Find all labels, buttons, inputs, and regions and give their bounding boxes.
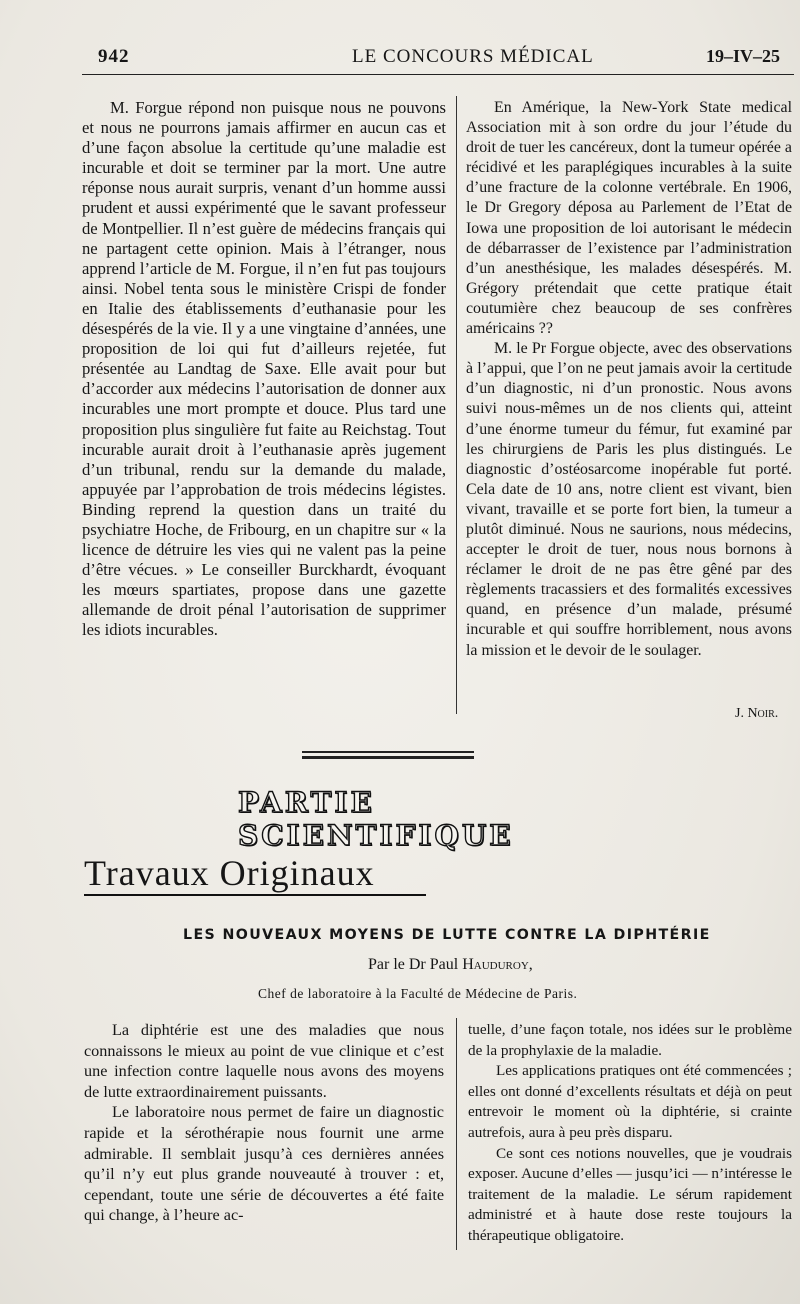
paragraph: tuelle, d’une façon totale, nos idées sur le problème de la prophylaxie de la maladie. [468,1021,792,1059]
author-affiliation: Chef de laboratoire à la Faculté de Médecine de Paris. [258,986,578,1001]
column-divider [456,96,457,714]
section-subtitle: Travaux Originaux [84,853,375,893]
page-number: 942 [98,46,130,67]
column-divider [456,1018,457,1250]
editorial-column-left [82,98,446,641]
header-rule [82,74,794,75]
issue-date: 19–IV–25 [706,46,781,66]
article-title: LES NOUVEAUX MOYENS DE LUTTE CONTRE LA DIPHTÉRIE [183,927,711,943]
author-name: Hauduroy, [462,956,533,973]
section-ornament-rule [302,751,474,759]
paragraph: Ce sont ces notions nouvelles, que je voudrais exposer. Aucune d’elles — jusqu’ici — n’intéresse le traitement de la maladie. Le sérum rapidement administré et à haute dose reste toujours la thérapeutique obligatoire. [468,1144,792,1244]
signature: J. Noir. [735,706,779,721]
journal-title: LE CONCOURS MÉDICAL [352,46,594,67]
paragraph: M. Forgue répond non puisque nous ne pouvons et nous ne pourrons jamais affirmer en aucun cas et d’une façon absolue la certitude qu’une maladie est incurable et doit se terminer par la mort. Une autre réponse nous aurait surpris, venant d’un homme aussi prudent et aussi expérimenté que le savant professeur de Montpellier. Il n’est guère de médecins français qui ne partagent cette opinion. Mais à l’étranger, nous apprend l’article de M. Forgue, il n’en fut pas toujours ainsi. Nobel tenta sous le ministère Crispi de fonder en Italie des établissements d’euthanasie pour les désespérés de la vie. Il y a une vingtaine d’années, une proposition de loi qui fut d’ailleurs rejetée, fut présentée au Landtag de Saxe. Elle avait pour but d’accorder aux médecins l’autorisation de donner aux incurables une mort prompte et douce. Plus tard une proposition plus singulière fut faite au Reichstag. Tout incurable aurait droit à l’euthanasie après jugement d’un tribunal, rendu sur la demande du malade, appuyée par l’approbation de trois médecins légistes. Binding reprend la question dans un traité du psychiatre Hoche, de Fribourg, en un chapitre sur « la licence de détruire les vies qui ne valent pas la peine d’être vécues. » Le conseiller Burckhardt, évoquant les mœurs spartiates, propose dans une gazette allemande de droit pénal l’autorisation de supprimer les idiots incurables. [82,98,446,640]
paragraph: Les applications pratiques ont été commencées ; elles ont donné d’excellents résultats et déjà on peut entrevoir le moment où la diphtérie, si crainte autrefois, aura à peu près disparu. [468,1062,792,1141]
paragraph: Le laboratoire nous permet de faire un diagnostic rapide et la sérothérapie nous fournit une arme admirable. Il semblait jusqu’à ces dernières années qu’il n’y eut plus grande nouveauté à trouver : et, cependant, toute une série de découvertes a été faite qui change, à l’heure ac- [84,1103,444,1225]
article-column-left [84,1020,444,1226]
subtitle-underline [84,894,426,896]
byline-prefix: Par le Dr Paul [368,956,459,973]
paragraph: La diphtérie est une des maladies que nous connaissons le mieux au point de vue clinique et c’est une infection contre laquelle nous avons des moyens de lutte extraordinairement puissants. [84,1021,444,1101]
paragraph: M. le Pr Forgue objecte, avec des observations à l’appui, que l’on ne peut jamais avoir la certitude d’un diagnostic, ni d’un pronostic. Nous avons suivi nous-mêmes un de nos clients qui, atteint d’une énorme tumeur du fémur, fut examiné par les chirurgiens de Paris les plus distingués. Le diagnostic d’ostéosarcome inopérable fut porté. Cela date de 10 ans, notre client est vivant, bien vivant, travaille et se porte fort bien, la tumeur a plutôt diminué. Nous ne saurions, nous médecins, accepter le droit de tuer, nous nous bornons à réclamer le droit de ne pas être gêné par des règlements tracassiers et des formalités excessives quand, en présence d’un malade, présumé incurable et qui souffre horriblement, nous avons la mission et le devoir de le soulager. [466,340,792,659]
section-title: PARTIE SCIENTIFIQUE [238,786,514,852]
article-column-right [468,1020,792,1247]
byline [368,956,533,974]
paragraph: En Amérique, la New-York State medical Association mit à son ordre du jour l’étude du droit de tuer les cancéreux, dont la tumeur opérée a récidivé et les paraplégiques incurables à la suite d’une fracture de la colonne vertébrale. En 1906, le Dr Gregory déposa au Parlement de l’Etat de Iowa une proposition de loi autorisant le médecin de débarrasser de l’existence par l’administration d’un anesthésique, les malades désespérés. M. Grégory prétendait que cette pratique était coutumière chez beaucoup de ses confrères américains ?? [466,99,792,338]
editorial-column-right [466,98,792,661]
